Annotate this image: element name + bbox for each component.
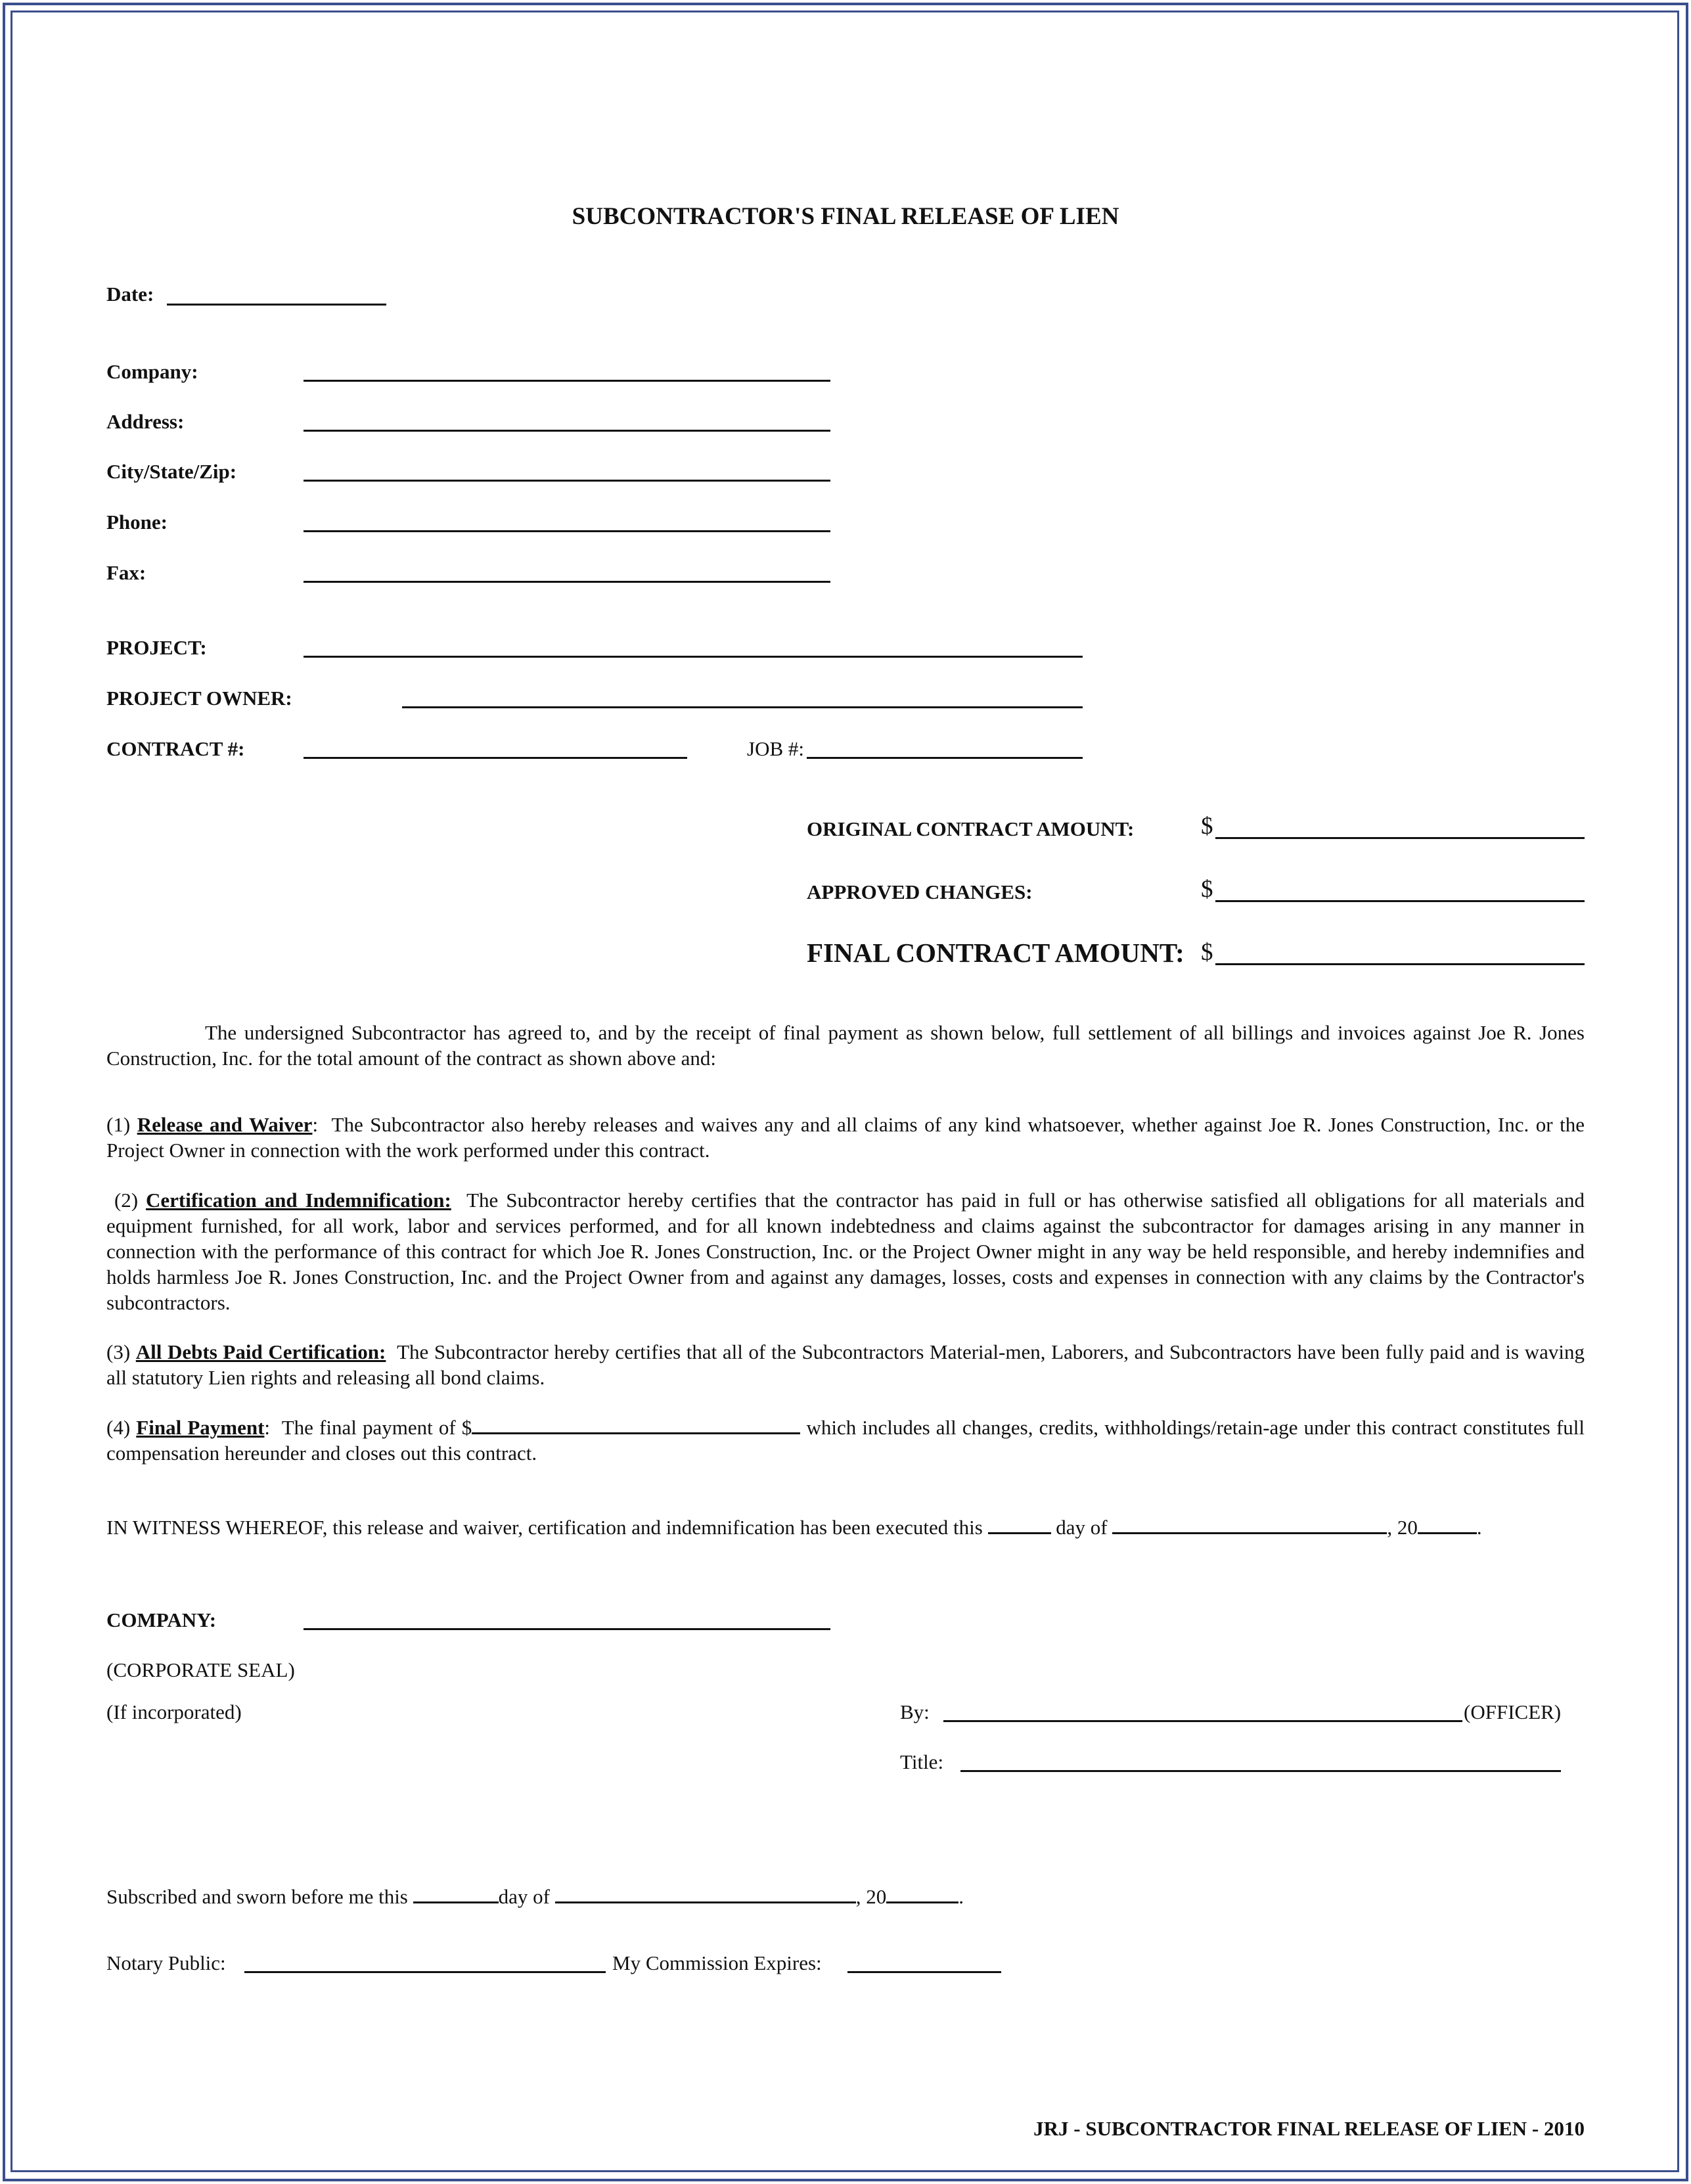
job-number-label: JOB #: (747, 737, 804, 760)
by-label: By: (900, 1700, 930, 1723)
company-label: Company: (106, 360, 198, 383)
clause-1-heading: Release and Waiver (137, 1113, 313, 1136)
fax-field[interactable] (304, 581, 830, 583)
sworn-day-of: day of (498, 1885, 550, 1908)
commission-expires-field[interactable] (847, 1971, 1001, 1973)
clause-4-text-b: which includes all changes, credits, withholdings/retain-age under this contract constitutes full compensation hereunder and closes out this contract. (106, 1416, 1585, 1465)
witness-month-field[interactable] (1112, 1515, 1387, 1534)
document-footer: JRJ - SUBCONTRACTOR FINAL RELEASE OF LIEN - 2010 (1033, 2117, 1585, 2140)
clause-4-number: (4) (106, 1416, 131, 1439)
final-payment-amount-field[interactable] (472, 1415, 800, 1434)
sworn-year-field[interactable] (886, 1884, 958, 1903)
approved-changes-field[interactable] (1215, 900, 1585, 902)
clause-2-heading: Certification and Indemnification: (146, 1189, 451, 1212)
date-field[interactable] (167, 304, 386, 306)
clause-4-heading: Final Payment (136, 1416, 265, 1439)
original-amount-dollar: $ (1201, 813, 1213, 840)
phone-field[interactable] (304, 530, 830, 532)
fax-label: Fax: (106, 561, 147, 584)
project-owner-label: PROJECT OWNER: (106, 687, 292, 710)
commission-expires-label: My Commission Expires: (612, 1951, 822, 1974)
sworn-year-prefix: , 20 (855, 1885, 887, 1908)
clause-4-text-a: The final payment of $ (281, 1416, 472, 1439)
if-incorporated-label: (If incorporated) (106, 1700, 242, 1723)
sworn-text: Subscribed and sworn before me this (106, 1885, 408, 1908)
project-field[interactable] (304, 656, 1083, 658)
clause-release-waiver: (1) Release and Waiver: The Subcontractor also hereby releases and waives any and all claims of any kind whatsoever, whether against Joe R. Jones Construction, Inc. or the Project Owner in connection with the work performed under this contract. (106, 1113, 1585, 1162)
clause-2-text: The Subcontractor hereby certifies that the contractor has paid in full or has otherwise satisfied all obligations for all materials and equipment furnished, for all work, labor and services performed, and for all known indebtedness and claims against the subcontractor for damages arising in any manner in connection with the performance of this contract for which Joe R. Jones Construction, Inc. or the Project Owner might in any way be held responsible, and hereby indemnifies and holds harmless Joe R. Jones Construction, Inc. and the Project Owner from and against any damages, losses, costs and expenses in connection with any claims by the Contractor's subcontractors. (106, 1189, 1585, 1314)
clause-3-text: The Subcontractor hereby certifies that all of the Subcontractors Material-men, Laborers, and Subcontractors have been fully paid and is waving all statutory Lien rights and releasing all bond claims. (106, 1340, 1585, 1389)
sworn-period: . (958, 1885, 964, 1908)
clause-3-number: (3) (106, 1340, 131, 1363)
clause-final-payment: (4) Final Payment: The final payment of $ which includes all changes, credits, withholdings/retain-age under this contract constitutes full compensation hereunder and closes out this contract. (106, 1416, 1585, 1465)
company-field[interactable] (304, 380, 830, 382)
notary-public-field[interactable] (244, 1971, 606, 1973)
contract-number-label: CONTRACT #: (106, 737, 245, 760)
clause-2-number: (2) (114, 1189, 139, 1212)
phone-label: Phone: (106, 511, 168, 534)
document-title: SUBCONTRACTOR'S FINAL RELEASE OF LIEN (572, 203, 1119, 230)
sworn-month-field[interactable] (555, 1884, 856, 1903)
notary-label: Notary Public: (106, 1951, 226, 1974)
approved-changes-dollar: $ (1201, 876, 1213, 903)
witness-year-field[interactable] (1418, 1515, 1477, 1534)
original-contract-amount-label: ORIGINAL CONTRACT AMOUNT: (807, 817, 1135, 840)
city-state-zip-field[interactable] (304, 480, 830, 482)
date-label: Date: (106, 283, 154, 306)
title-label: Title: (900, 1750, 944, 1773)
by-officer-field[interactable] (943, 1720, 1462, 1722)
clause-3-heading: All Debts Paid Certification: (135, 1340, 386, 1363)
approved-changes-label: APPROVED CHANGES: (807, 880, 1033, 903)
address-field[interactable] (304, 430, 830, 432)
city-state-zip-label: City/State/Zip: (106, 460, 237, 483)
witness-day-of: day of (1056, 1516, 1108, 1539)
clause-1-number: (1) (106, 1113, 131, 1136)
witness-day-field[interactable] (988, 1515, 1051, 1534)
clause-certification-indemnification (106, 1187, 1585, 1315)
corporate-seal-label: (CORPORATE SEAL) (106, 1658, 295, 1681)
final-contract-amount-label: FINAL CONTRACT AMOUNT: (807, 938, 1184, 968)
address-label: Address: (106, 410, 185, 433)
project-owner-field[interactable] (402, 706, 1083, 708)
witness-period: . (1476, 1516, 1482, 1539)
page-border-inner (11, 11, 1679, 2172)
final-contract-amount-field[interactable] (1215, 963, 1585, 965)
sworn-line (106, 1884, 964, 1909)
job-number-field[interactable] (807, 757, 1083, 759)
intro-paragraph: The undersigned Subcontractor has agreed to, and by the receipt of final payment as shown below, full settlement of all billings and invoices against Joe R. Jones Construction, Inc. for the total amount of the contract as shown above and: (106, 1021, 1585, 1070)
original-contract-amount-field[interactable] (1215, 837, 1585, 839)
officer-label: (OFFICER) (1464, 1700, 1562, 1723)
contract-number-field[interactable] (304, 757, 687, 759)
sworn-day-field[interactable] (413, 1884, 499, 1903)
witness-text: IN WITNESS WHEREOF, this release and waiver, certification and indemnification has been executed this (106, 1516, 983, 1539)
witness-year-prefix: , 20 (1387, 1516, 1418, 1539)
officer-title-field[interactable] (960, 1770, 1561, 1772)
signature-company-field[interactable] (304, 1628, 830, 1630)
signature-company-label: COMPANY: (106, 1608, 217, 1631)
witness-line (106, 1515, 1482, 1539)
project-label: PROJECT: (106, 636, 207, 659)
clause-1-text: The Subcontractor also hereby releases and waives any and all claims of any kind whatsoever, whether against Joe R. Jones Construction, Inc. or the Project Owner in connection with the work performed under this contract. (106, 1113, 1585, 1162)
clause-all-debts-paid (106, 1339, 1585, 1390)
final-amount-dollar: $ (1201, 939, 1213, 966)
